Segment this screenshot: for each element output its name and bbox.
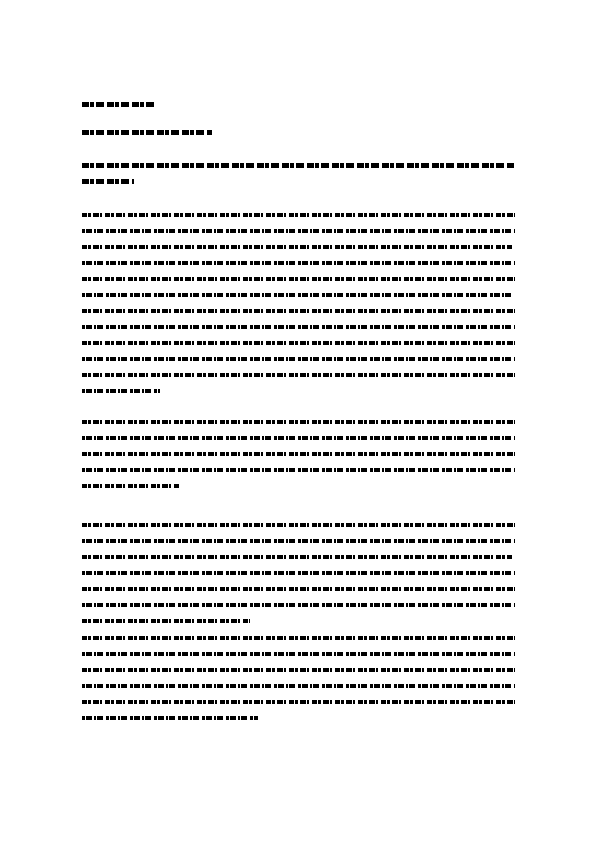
subheader-line — [82, 130, 212, 135]
paragraph-line — [82, 468, 515, 472]
paragraph-line — [82, 341, 515, 345]
paragraph-line — [82, 309, 515, 313]
paragraph-line — [82, 277, 515, 281]
paragraph-line — [82, 484, 180, 488]
paragraph-line — [82, 523, 515, 527]
paragraph-line — [82, 452, 515, 456]
paragraph-line — [82, 436, 515, 440]
paragraph-line — [82, 389, 160, 393]
paragraph-line — [82, 668, 515, 672]
paragraph-line — [82, 325, 515, 329]
paragraph-line — [82, 603, 515, 607]
paragraph-line — [82, 684, 515, 688]
paragraph-line — [82, 571, 515, 575]
paragraph-line — [82, 373, 515, 377]
paragraph-line — [82, 245, 512, 249]
paragraph-line — [82, 555, 512, 559]
paragraph-line — [82, 229, 515, 233]
paragraph-line — [82, 293, 512, 297]
paragraph-line — [82, 261, 515, 265]
paragraph-line — [82, 539, 515, 543]
paragraph-line — [82, 213, 515, 217]
paragraph-line — [82, 716, 258, 720]
paragraph-line — [82, 700, 515, 704]
title-line — [82, 179, 134, 184]
paragraph-line — [82, 420, 515, 424]
paragraph-line — [82, 587, 515, 591]
paragraph-line — [82, 652, 515, 656]
title-line — [82, 163, 515, 168]
paragraph-line — [82, 636, 515, 640]
header-line — [82, 102, 156, 107]
paragraph-line — [82, 619, 250, 623]
paragraph-line — [82, 357, 515, 361]
